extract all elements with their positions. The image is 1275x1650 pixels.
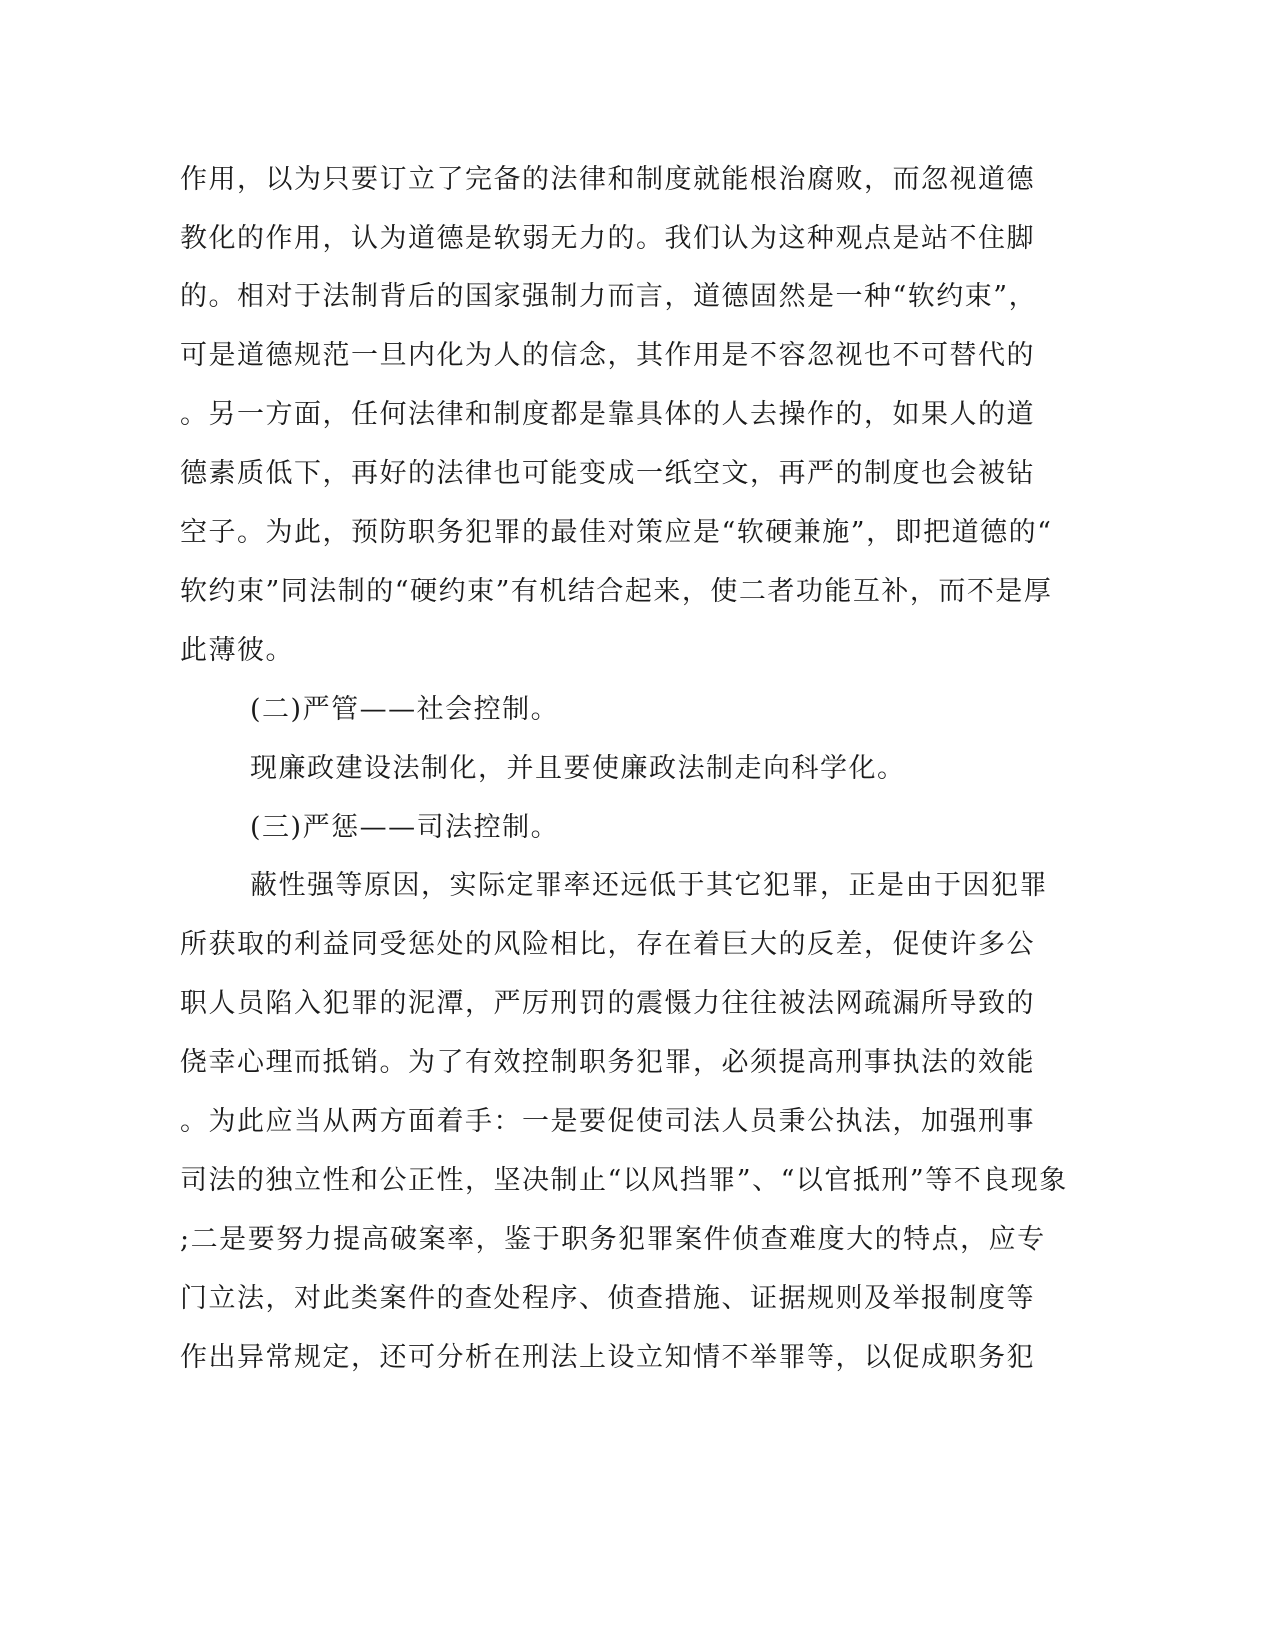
line-text: 空子。为此，预防职务犯罪的最佳对策应是“软硬兼施”，即把道德的“ [180,517,1053,548]
line-text: ;二是要努力提高破案率，鉴于职务犯罪案件侦查难度大的特点，应专 [180,1224,1046,1255]
text-line [0,1102,1275,1142]
section-heading [0,690,1275,730]
text-line [0,572,1275,612]
line-text: 德素质低下，再好的法律也可能变成一纸空文，再严的制度也会被钻 [180,458,1035,489]
heading-text: (三)严惩——司法控制。 [250,812,560,843]
text-line [0,984,1275,1024]
line-text: 侥幸心理而抵销。为了有效控制职务犯罪，必须提高刑事执法的效能 [180,1047,1035,1078]
line-text: 可是道德规范一旦内化为人的信念，其作用是不容忽视也不可替代的 [180,340,1035,371]
text-line [0,513,1275,553]
heading-text: (二)严管——社会控制。 [250,694,560,725]
line-text: 软约束”同法制的“硬约束”有机结合起来，使二者功能互补，而不是厚 [180,576,1053,607]
line-text: 现廉政建设法制化，并且要使廉政法制走向科学化。 [250,753,906,784]
text-line [0,160,1275,200]
text-line [0,219,1275,259]
text-line [0,749,1275,789]
section-heading [0,808,1275,848]
text-line [0,1043,1275,1083]
text-line [0,454,1275,494]
line-text: 教化的作用，认为道德是软弱无力的。我们认为这种观点是站不住脚 [180,223,1035,254]
text-line [0,277,1275,317]
line-text: 此薄彼。 [180,635,294,666]
line-text: 门立法，对此类案件的查处程序、侦查措施、证据规则及举报制度等 [180,1283,1035,1314]
line-text: 职人员陷入犯罪的泥潭，严厉刑罚的震慑力往往被法网疏漏所导致的 [180,988,1035,1019]
line-text: 作出异常规定，还可分析在刑法上设立知情不举罪等，以促成职务犯 [180,1342,1035,1373]
text-line [0,1220,1275,1260]
line-text: 司法的独立性和公正性，坚决制止“以风挡罪”、“以官抵刑”等不良现象 [180,1165,1068,1196]
text-line [0,395,1275,435]
line-text: 的。相对于法制背后的国家强制力而言，道德固然是一种“软约束”， [180,281,1038,312]
text-line [0,925,1275,965]
text-line [0,1161,1275,1201]
text-line [0,336,1275,376]
line-text: 所获取的利益同受惩处的风险相比，存在着巨大的反差，促使许多公 [180,929,1035,960]
text-line [0,631,1275,671]
text-line [0,866,1275,906]
line-text: 。另一方面，任何法律和制度都是靠具体的人去操作的，如果人的道 [180,399,1035,430]
line-text: 蔽性强等原因，实际定罪率还远低于其它犯罪，正是由于因犯罪 [250,870,1048,901]
text-line [0,1279,1275,1319]
text-line [0,1338,1275,1378]
line-text: 作用，以为只要订立了完备的法律和制度就能根治腐败，而忽视道德 [180,164,1035,195]
line-text: 。为此应当从两方面着手：一是要促使司法人员秉公执法，加强刑事 [180,1106,1035,1137]
